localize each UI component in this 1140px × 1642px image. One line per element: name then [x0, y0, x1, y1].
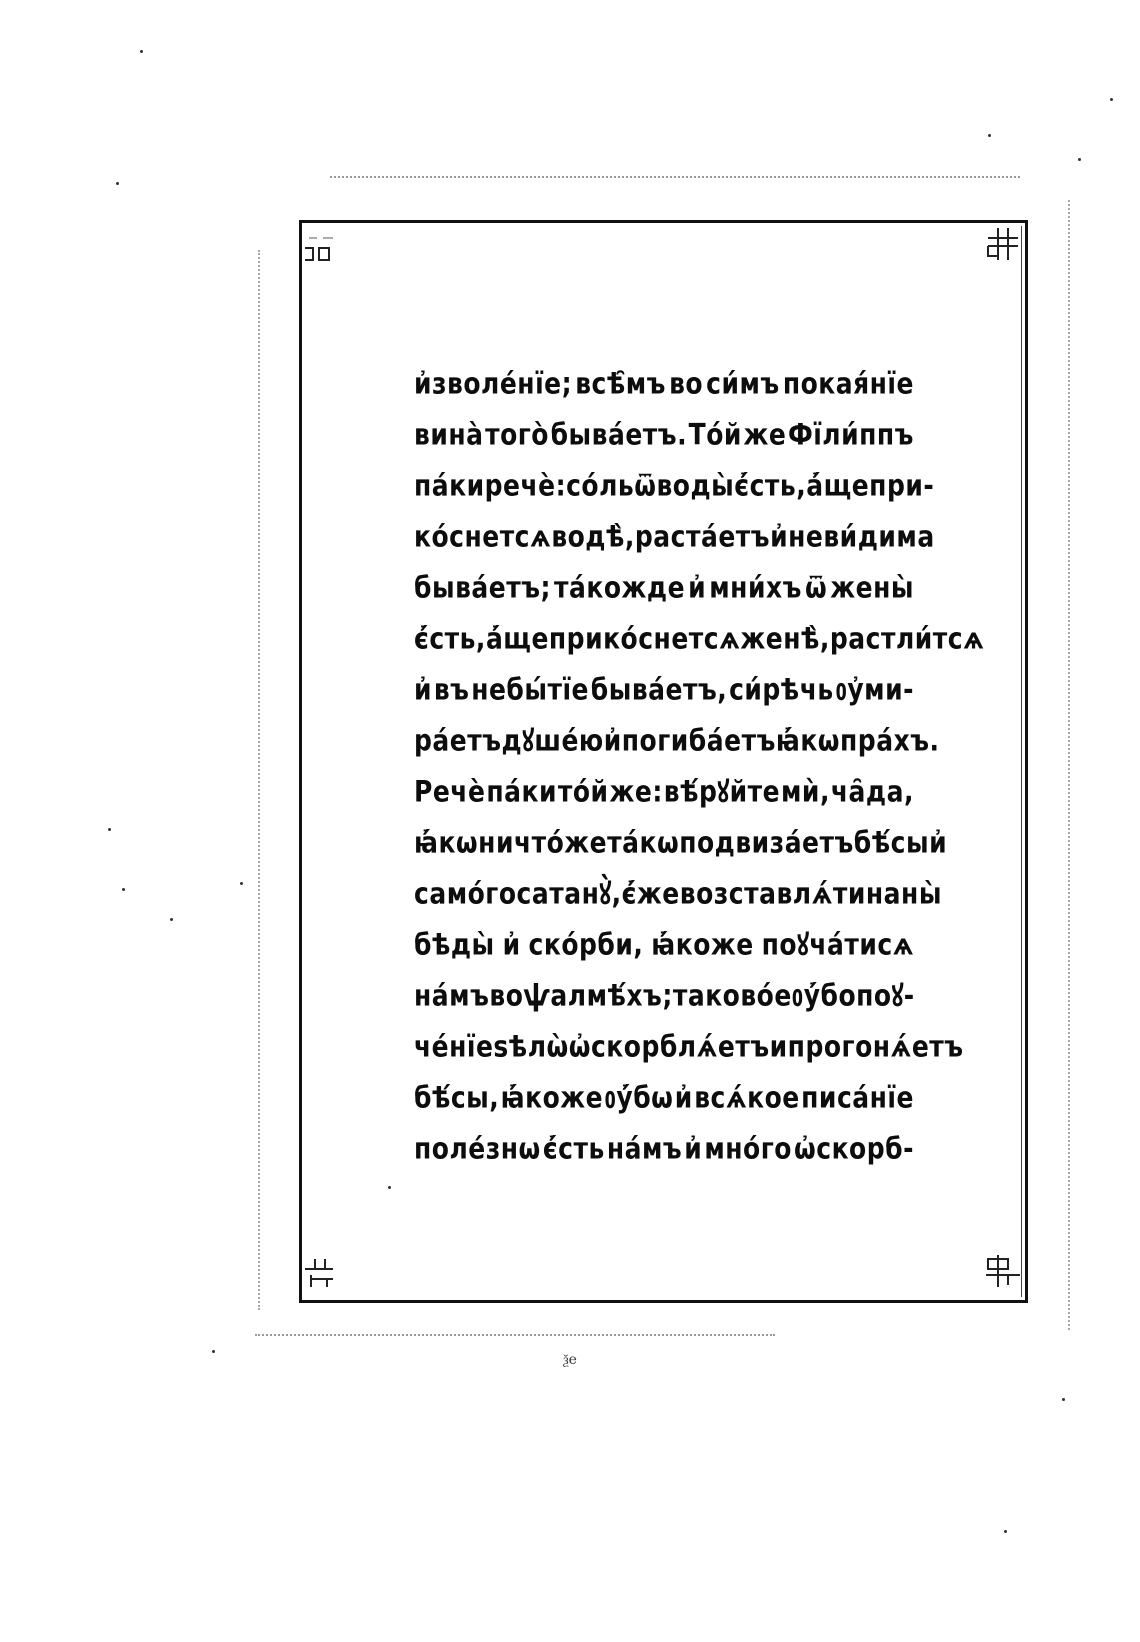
- word: и҆зволе́нїе;: [414, 366, 573, 401]
- word: подвиза́етъ: [679, 825, 854, 860]
- word: само́го: [414, 876, 517, 911]
- scan-speck: [116, 182, 119, 185]
- word: ѡ҆скорблѧ́етъ: [568, 1029, 770, 1064]
- word: бѣды̀: [414, 927, 495, 962]
- word: растли́тсѧ: [829, 621, 985, 656]
- scan-speck: [122, 888, 125, 891]
- word: мѝ,: [781, 774, 830, 809]
- word: неви́дима: [788, 519, 935, 554]
- word: на́мъ: [606, 1131, 683, 1166]
- word: и҆: [929, 825, 948, 860]
- word: и҆: [603, 723, 622, 758]
- right-guide-rule: [1068, 200, 1070, 1330]
- word: прико́снетсѧ: [548, 621, 741, 656]
- word: то́й: [557, 774, 609, 809]
- word: є҆́сть: [542, 1131, 605, 1166]
- word: пра́хъ.: [840, 723, 940, 758]
- word: ꙗ҆́коже: [500, 1080, 604, 1115]
- word: и҆: [688, 570, 707, 605]
- main-text-block: [414, 358, 985, 1174]
- word: ᲂу҆́бо: [791, 978, 857, 1013]
- word: па́ки: [414, 468, 485, 503]
- word: ѡ҆скорб-: [794, 1131, 914, 1166]
- word: мни́хъ: [709, 570, 802, 605]
- bottom-right-corner-ornament-icon: [984, 1253, 1024, 1287]
- word: писа́нїе: [801, 1080, 914, 1115]
- word: та́кѡ: [607, 825, 680, 860]
- word: быва́етъ;: [414, 570, 551, 605]
- word: же: [743, 417, 787, 452]
- top-guide-rule: [330, 176, 1020, 178]
- word: па́ки: [486, 774, 557, 809]
- word: того̀: [485, 417, 549, 452]
- word: во: [669, 366, 704, 401]
- scan-speck: [1004, 1530, 1007, 1533]
- word: во: [489, 978, 524, 1013]
- word: ѕѣлѡ̀: [493, 1029, 569, 1064]
- scan-speck: [170, 918, 173, 921]
- scan-speck: [988, 134, 991, 137]
- word: на: [865, 876, 902, 911]
- bottom-guide-rule: [255, 1334, 775, 1336]
- word: водѣ̀,: [551, 519, 635, 554]
- word: ничто́же: [478, 825, 608, 860]
- word: бѣ́сы: [853, 825, 930, 860]
- word: ко́снетсѧ: [414, 519, 552, 554]
- word: а҆́ще: [485, 621, 549, 656]
- word: на́мъ: [414, 978, 490, 1013]
- scan-speck: [140, 50, 143, 53]
- word: погиба́етъ: [621, 723, 776, 758]
- word: дꙋше́ю: [501, 723, 604, 758]
- top-left-corner-ornament-icon: [303, 232, 343, 266]
- word: таково́е: [672, 978, 792, 1013]
- word: ско́рби,: [528, 927, 644, 962]
- word: и҆: [414, 672, 433, 707]
- word: прогонѧ́етъ: [787, 1029, 964, 1064]
- word: си́рѣчь: [729, 672, 834, 707]
- word: си́мъ: [706, 366, 780, 401]
- word: ра́етъ: [414, 723, 502, 758]
- scan-speck: [240, 882, 243, 885]
- word: поꙋ-: [856, 978, 915, 1013]
- word: жены̀: [830, 570, 914, 605]
- word: раста́етъ: [634, 519, 771, 554]
- bottom-left-corner-ornament-icon: [303, 1255, 343, 1289]
- word: ꙗ҆́кѡ: [414, 825, 479, 860]
- word: Фїли́ппъ: [787, 417, 914, 452]
- word: небы́тїе: [471, 672, 590, 707]
- scan-speck: [1078, 158, 1081, 161]
- word: ꙗ҆́кѡ: [775, 723, 841, 758]
- word: и҆: [502, 927, 521, 962]
- word: ꙗ҆́коже: [651, 927, 754, 962]
- word: ѱалмѣ́хъ;: [523, 978, 673, 1013]
- word: со́ль: [566, 468, 635, 503]
- scan-speck: [388, 1186, 391, 1189]
- word: че́нїе: [414, 1029, 494, 1064]
- word: же:: [609, 774, 663, 809]
- top-right-corner-ornament-icon: [984, 226, 1024, 260]
- word: є҆́сть,: [414, 621, 486, 656]
- word: возставлѧ́ти: [679, 876, 866, 911]
- word: поле́знѡ: [414, 1131, 541, 1166]
- word: воды̀: [656, 468, 735, 503]
- word: ча̑да,: [830, 774, 914, 809]
- scan-speck: [1110, 98, 1113, 101]
- word: женѣ̀,: [740, 621, 830, 656]
- word: бѣ́сы,: [414, 1080, 500, 1115]
- word: Речѐ: [414, 774, 486, 809]
- word: ѿ: [634, 468, 657, 503]
- word: и: [769, 1029, 788, 1064]
- scan-speck: [212, 1350, 215, 1353]
- word: и҆: [770, 519, 789, 554]
- word: поꙋча́тисѧ: [761, 927, 914, 962]
- word: всѧ́кое: [694, 1080, 800, 1115]
- word: сатанꙋ̀,: [516, 876, 622, 911]
- word: и҆: [684, 1131, 703, 1166]
- word: и҆: [674, 1080, 693, 1115]
- word: вина̀: [414, 417, 484, 452]
- word: покая́нїе: [782, 366, 914, 401]
- word: ны̀: [901, 876, 942, 911]
- word: та́кожде: [554, 570, 686, 605]
- scan-speck: [1062, 1398, 1065, 1401]
- scan-speck: [108, 828, 111, 831]
- word: ᲂу҆́бѡ: [604, 1080, 674, 1115]
- word: є҆́сть,: [734, 468, 807, 503]
- page-number: ѯе: [563, 1352, 577, 1368]
- word: быва́етъ.: [550, 417, 688, 452]
- word: ᲂу҆ми-: [835, 672, 914, 707]
- word: ѿ: [804, 570, 828, 605]
- left-guide-rule: [258, 250, 260, 1310]
- word: а҆́ще: [806, 468, 870, 503]
- word: є҆́же: [621, 876, 680, 911]
- word: То́й: [688, 417, 742, 452]
- word: при-: [869, 468, 935, 503]
- word: мно́го: [704, 1131, 792, 1166]
- word: быва́етъ,: [590, 672, 728, 707]
- text-line: [414, 1118, 914, 1178]
- word: вѣ́рꙋйте: [663, 774, 781, 809]
- word: въ: [433, 672, 470, 707]
- word: всѣ̑мъ: [575, 366, 666, 401]
- word: речѐ:: [484, 468, 567, 503]
